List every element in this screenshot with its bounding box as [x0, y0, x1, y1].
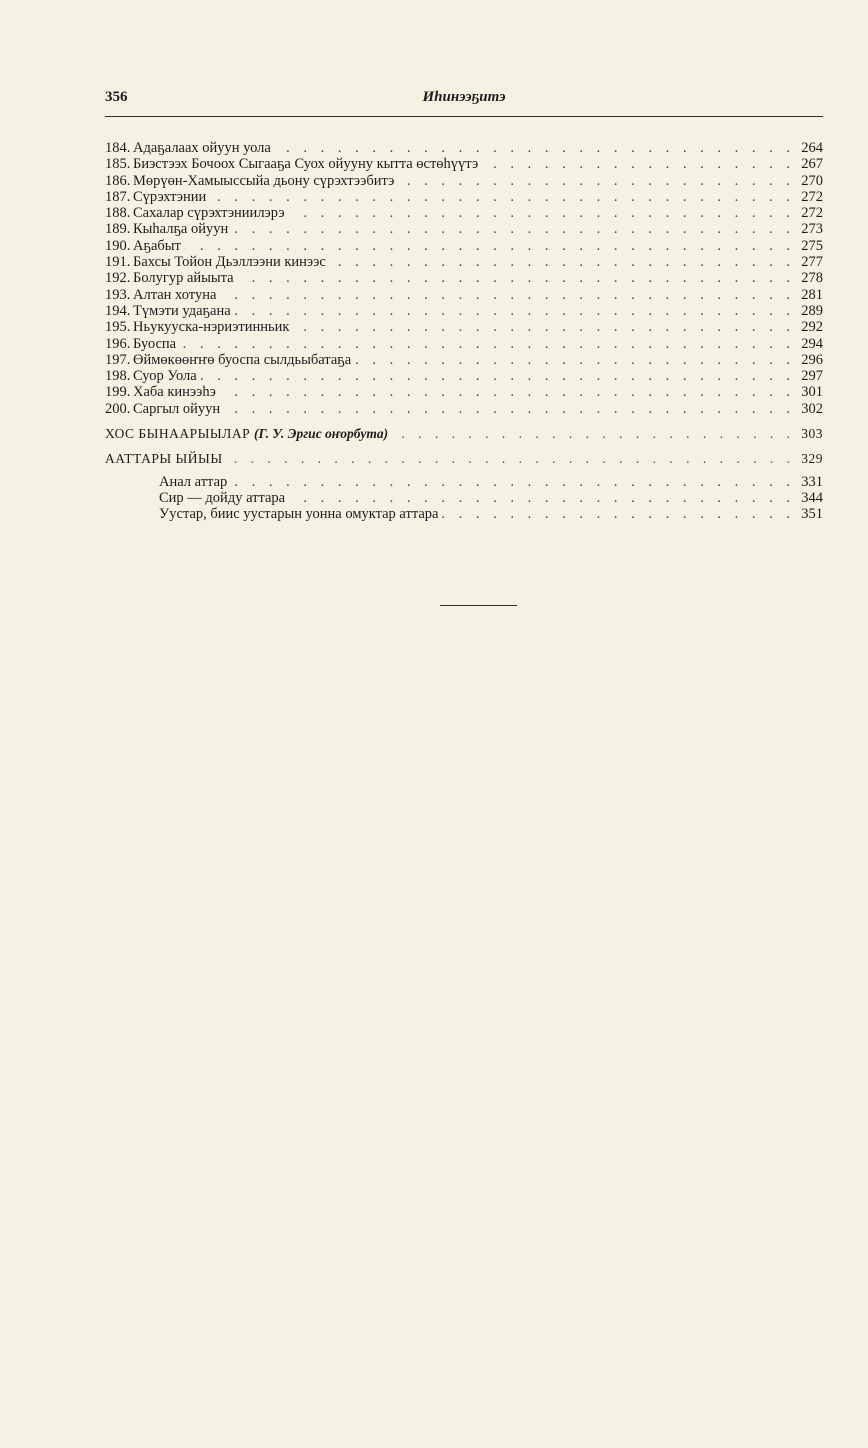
toc-entry: [105, 205, 823, 221]
entry-number: 195.: [105, 319, 131, 336]
toc-entry: [105, 140, 823, 156]
dot-leader: [235, 303, 795, 319]
entry-number: 186.: [105, 172, 131, 189]
entry-title: Мөрүөн-Хамыыссыйа дьону сүрэхтээбитэ: [133, 172, 395, 189]
entry-number: 194.: [105, 302, 131, 319]
subentry-page: 331: [801, 473, 823, 490]
entry-number: 199.: [105, 384, 131, 401]
entry-page: 301: [801, 384, 823, 401]
end-divider: [440, 605, 517, 606]
entry-page: 292: [801, 319, 823, 336]
toc-entry: [105, 173, 823, 189]
dot-leader: [289, 205, 795, 221]
entry-title: Болугур айыыта: [133, 270, 234, 287]
dot-leader: [293, 319, 795, 335]
entry-page: 275: [801, 237, 823, 254]
entry-page: 277: [801, 254, 823, 271]
toc-section-notes: [105, 426, 823, 442]
toc-entry: [105, 319, 823, 335]
entry-number: 191.: [105, 254, 131, 271]
toc-section-index: [105, 451, 823, 467]
toc-subentry: [105, 490, 823, 506]
entry-page: 272: [801, 188, 823, 205]
entry-number: 185.: [105, 156, 131, 173]
dot-leader: [289, 490, 795, 506]
entry-page: 272: [801, 205, 823, 222]
toc-entry: [105, 336, 823, 352]
toc-entry: [105, 189, 823, 205]
toc-entry: [105, 156, 823, 172]
toc-entry: [105, 401, 823, 417]
subentry-title: Уустар, биис уустарын уонна омуктар аттара: [159, 506, 439, 523]
entry-title: Ньукууска-нэриэтинньик: [133, 319, 290, 336]
entry-page: 278: [801, 270, 823, 287]
toc-entry: [105, 384, 823, 400]
toc-entry: [105, 368, 823, 384]
dot-leader: [398, 173, 795, 189]
entry-title: Аҕабыт: [133, 237, 181, 254]
entry-title: Бахсы Тойон Дьэллээни кинээс: [133, 254, 326, 271]
entry-number: 197.: [105, 351, 131, 368]
running-title: Иһинээҕитэ: [422, 89, 506, 105]
dot-leader: [185, 238, 795, 254]
section-title-text: ХОС БЫНААРЫЫЛАР: [105, 426, 251, 442]
entry-number: 196.: [105, 335, 131, 352]
toc-entry: [105, 254, 823, 270]
entry-page: 273: [801, 221, 823, 238]
toc-entry: [105, 270, 823, 286]
section-page: 303: [801, 426, 823, 442]
entry-page: 294: [801, 335, 823, 352]
entry-number: 184.: [105, 140, 131, 156]
page-number: 356: [105, 89, 128, 105]
subentry-page: 344: [801, 489, 823, 506]
header-rule: [105, 116, 823, 117]
entry-page: 297: [801, 368, 823, 385]
dot-leader: [224, 401, 795, 417]
entry-title: Сүрэхтэнии: [133, 188, 207, 205]
dot-leader: [231, 474, 795, 490]
entry-title: Хаба кинээһэ: [133, 384, 216, 401]
toc-entry: [105, 221, 823, 237]
section-author: (Г. У. Эргис оҥорбута): [253, 426, 389, 442]
entry-number: 198.: [105, 368, 131, 385]
toc-entry: [105, 287, 823, 303]
dot-leader: [201, 368, 795, 384]
entry-title: Саргыл ойуун: [133, 400, 221, 417]
entry-title: Биэстээх Бочоох Сыгааҕа Суох ойууну кытта өстөһүүтэ: [133, 156, 479, 173]
entry-number: 193.: [105, 286, 131, 303]
entry-page: 281: [801, 286, 823, 303]
entry-number: 187.: [105, 188, 131, 205]
dot-leader: [180, 336, 795, 352]
entry-title: Кыһалҕа ойуун: [133, 221, 229, 238]
toc-subentry: [105, 506, 823, 522]
dot-leader: [392, 426, 795, 442]
dot-leader: [232, 221, 795, 237]
entry-title: Алтан хотуна: [133, 286, 217, 303]
entry-page: 296: [801, 351, 823, 368]
dot-leader: [227, 451, 795, 467]
toc-entry: [105, 238, 823, 254]
entry-page: 267: [801, 156, 823, 173]
dot-leader: [210, 189, 795, 205]
dot-leader: [238, 270, 795, 286]
dot-leader: [220, 384, 795, 400]
entry-page: 264: [801, 140, 823, 156]
dot-leader: [482, 156, 795, 172]
dot-leader: [330, 254, 795, 270]
section-page: 329: [801, 451, 823, 467]
entry-number: 188.: [105, 205, 131, 222]
section-title: ААТТАРЫ ЫЙЫЫ: [105, 451, 223, 467]
subentry-title: Анал аттар: [159, 473, 228, 490]
entry-page: 270: [801, 172, 823, 189]
subentry-page: 351: [801, 506, 823, 523]
toc-subentry: [105, 474, 823, 490]
subentry-title: Сир — дойду аттара: [159, 489, 286, 506]
entry-number: 200.: [105, 400, 131, 417]
entry-number: 189.: [105, 221, 131, 238]
entry-page: 289: [801, 302, 823, 319]
dot-leader: [355, 352, 795, 368]
dot-leader: [275, 140, 795, 156]
entry-title: Буоспа: [133, 335, 177, 352]
section-title: [105, 426, 388, 442]
toc-entry: [105, 303, 823, 319]
entry-number: 190.: [105, 237, 131, 254]
dot-leader: [220, 287, 795, 303]
entry-title: Түмэти удаҕана: [133, 302, 231, 319]
entry-title: Адаҕалаах ойуун уола: [133, 140, 271, 156]
entry-page: 302: [801, 400, 823, 417]
entry-title: Суор Уола: [133, 368, 197, 385]
entry-title: Өймөкөөҥҥө буоспа сылдьыбатаҕа: [133, 351, 352, 368]
toc-entry: [105, 352, 823, 368]
page-header: [105, 89, 823, 109]
table-of-contents: [105, 140, 823, 523]
entry-title: Сахалар сүрэхтэниилэрэ: [133, 205, 285, 222]
entry-number: 192.: [105, 270, 131, 287]
dot-leader: [442, 506, 795, 522]
